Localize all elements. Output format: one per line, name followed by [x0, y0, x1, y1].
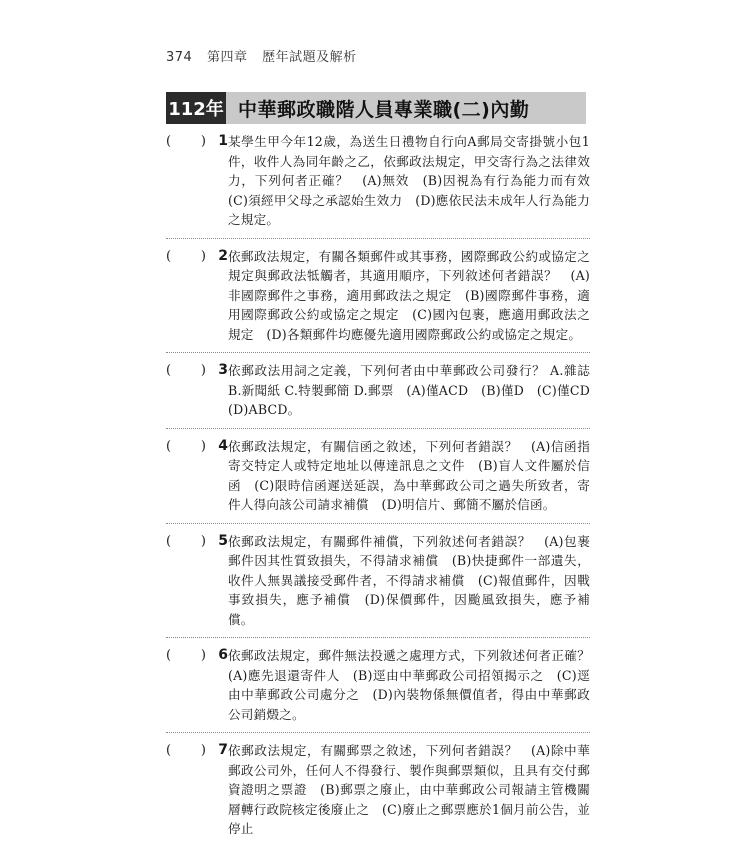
question-text: 依郵政法規定，有關郵票之敘述，下列何者錯誤？ (A)除中華郵政公司外，任何人不得發行、製作與郵票類似，且具有交付郵資證明之票證 (B)郵票之廢止，由中華郵政公司報請主管機關層轉行政院核定後廢止之 (C)廢止之郵票應於1個月前公告，並停止 — [228, 743, 590, 836]
question-text: 依郵政法規定，有關郵件補償，下列敘述何者錯誤？ (A)包裹郵件因其性質致損失，不得請求補償 (B)快捷郵件一部遺失，收件人無異議接受郵件者，不得請求補償 (C)報值郵件，因戰事致損失，應予補償 (D)保價郵件，因颱風致損失，應予補償。 — [228, 533, 590, 627]
question-text: 依郵政法規定，有關各類郵件或其事務，國際郵政公約或協定之規定與郵政法牴觸者，其適用順序，下列敘述何者錯誤？ (A)非國際郵件之事務，適用郵政法之規定 (B)國際郵件事務，適用國際郵政公約或協定之規定 (C)國內包裹，應適用郵政法之規定 (D)各類郵件均應優先適用國際郵政公約或協定之規定。 — [228, 248, 590, 342]
question-text: 依郵政法規定，有關信函之敘述，下列何者錯誤？ (A)信函指寄交特定人或特定地址以傳達訊息之文件 (B)盲人文件屬於信函 (C)限時信函遲送延誤，為中華郵政公司之過失所致者，寄件人得向該公司請求補償 (D)明信片、郵簡不屬於信函。 — [228, 438, 590, 512]
answer-blank: ( ) — [166, 248, 206, 264]
question-item — [166, 247, 590, 354]
question-text: 某學生甲今年12歲，為送生日禮物自行向A郵局交寄掛號小包1件，收件人為同年齡之乙，依郵政法規定，甲交寄行為之法律效力，下列何者正確？ (A)無效 (B)因視為有行為能力而有效 (C)須經甲父母之承認始生效力 (D)應依民法未成年人行為能力之規定。 — [228, 134, 603, 227]
question-item — [166, 132, 603, 239]
answer-blank: ( ) — [166, 648, 206, 663]
section-title-bar — [166, 92, 586, 124]
chapter-label: 第四章 — [206, 50, 248, 65]
question-item — [166, 361, 603, 429]
question-item — [166, 437, 590, 524]
running-header — [166, 46, 367, 65]
question-number: 6 — [218, 647, 228, 663]
question-text: 依郵政法規定，郵件無法投遞之處理方式，下列敘述何者正確？ (A)應先退還寄件人 (B)逕由中華郵政公司招領揭示之 (C)逕由中華郵政公司處分之 (D)內裝物係無價值者，得由中華郵政公司銷燬之。 — [228, 648, 603, 722]
question-item — [166, 532, 590, 639]
section-title: 中華郵政職階人員專業職(二)內勤 — [238, 98, 530, 121]
question-number: 3 — [218, 362, 228, 378]
answer-blank: ( ) — [166, 743, 206, 758]
answer-blank: ( ) — [166, 134, 206, 149]
question-number: 2 — [218, 247, 228, 264]
answer-blank: ( ) — [166, 533, 206, 549]
year-badge: 112年 — [166, 92, 226, 124]
answer-blank: ( ) — [166, 438, 206, 454]
question-number: 5 — [218, 532, 228, 549]
question-list — [166, 132, 603, 855]
question-number: 1 — [218, 133, 228, 149]
page-number: 374 — [166, 50, 193, 65]
question-number: 7 — [218, 742, 228, 758]
chapter-title: 歷年試題及解析 — [262, 50, 357, 65]
question-text: 依郵政法用詞之定義，下列何者由中華郵政公司發行？ A.雜誌 B.新聞紙 C.特製郵簡 D.郵票 (A)僅ACD (B)僅D (C)僅CD (D)ABCD。 — [228, 363, 603, 417]
question-item — [166, 646, 603, 733]
question-item — [166, 741, 590, 847]
question-number: 4 — [218, 437, 228, 454]
answer-blank: ( ) — [166, 363, 206, 378]
